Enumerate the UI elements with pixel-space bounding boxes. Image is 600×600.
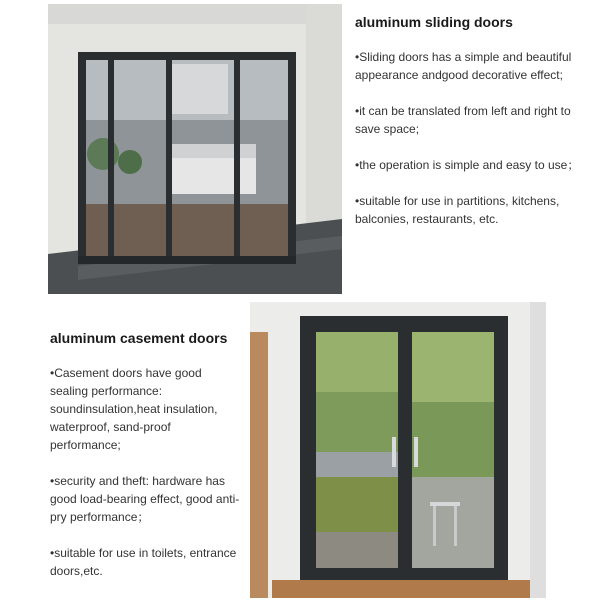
sliding-doors-section <box>355 14 580 246</box>
sliding-door-photo <box>48 4 342 294</box>
sliding-bullet-space: •it can be translated from left and right to save space; <box>355 104 571 136</box>
casement-doors-heading: aluminum casement doors <box>50 330 228 346</box>
casement-bullet-sealing: •Casement doors have good sealing performance: soundinsulation,heat insulation, waterproof, sand-proof performance; <box>50 366 218 452</box>
sliding-bullet-usage: •suitable for use in partitions, kitchens, balconies, restaurants, etc. <box>355 194 560 226</box>
sliding-doors-heading: aluminum sliding doors <box>355 14 513 30</box>
casement-door-photo <box>250 302 546 598</box>
casement-bullet-security: •security and theft: hardware has good load-bearing effect, good anti-pry performance； <box>50 474 240 524</box>
casement-bullet-usage: •suitable for use in toilets, entrance doors,etc. <box>50 546 237 578</box>
casement-doors-section <box>50 330 240 598</box>
sliding-bullet-appearance: •Sliding doors has a simple and beautiful appearance andgood decorative effect; <box>355 50 572 82</box>
sliding-bullet-operation: •the operation is simple and easy to use； <box>355 158 580 172</box>
